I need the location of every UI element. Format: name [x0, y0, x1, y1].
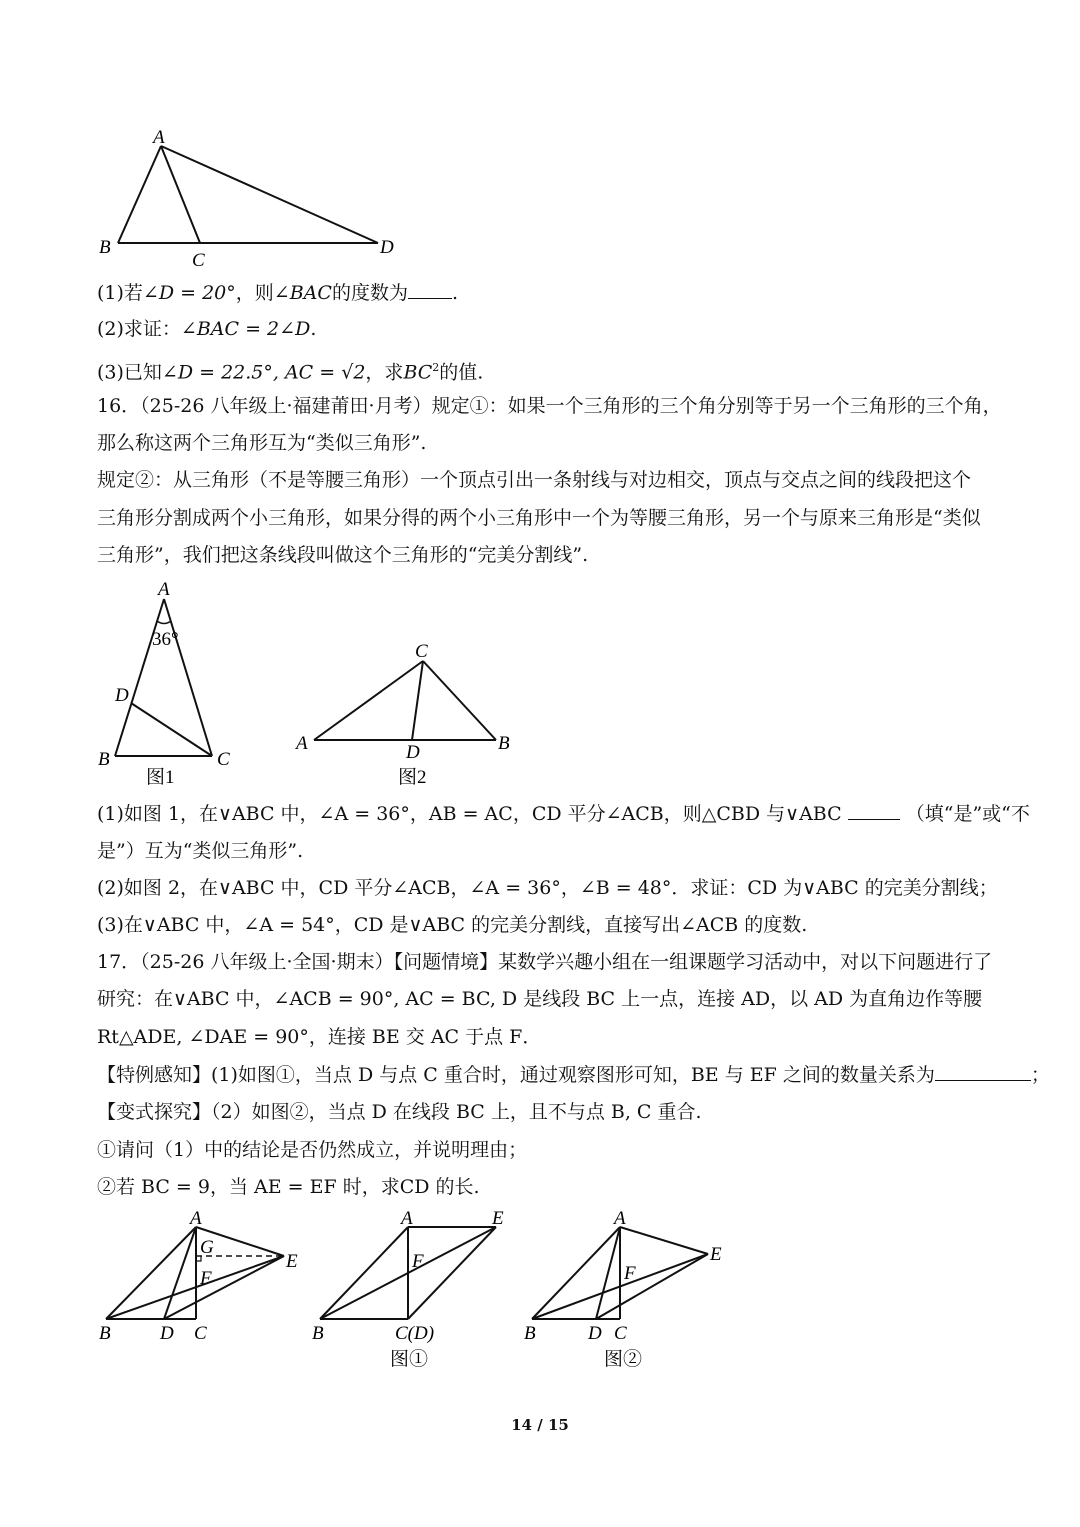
- fig17-caption-2: 图②: [604, 1349, 643, 1370]
- fig17a-label-c: C: [194, 1323, 207, 1344]
- fig17c-label-a: A: [614, 1208, 626, 1229]
- q17-text-line: ②若 BC = 9，当 AE = EF 时，求CD 的长.: [97, 1176, 480, 1198]
- fig1-label-c: C: [217, 749, 230, 770]
- q17-text-line: 【特例感知】(1)如图①，当点 D 与点 C 重合时，通过观察图形可知，BE 与 EF 之间的数量关系为 ；: [97, 1064, 1050, 1086]
- fig17c-label-d: D: [588, 1323, 602, 1344]
- point-label-c: C: [192, 250, 205, 271]
- q16-text-line: 规定②：从三角形（不是等腰三角形）一个顶点引出一条射线与对边相交，顶点与交点之间的线段把这个: [97, 469, 972, 491]
- fig17a-label-f: F: [200, 1268, 212, 1289]
- figure-q16: [90, 575, 530, 790]
- q15-part-1: (1)若∠D = 20°，则∠BAC的度数为 .: [97, 282, 458, 304]
- q17-text-line: 研究：在∨ABC 中，∠ACB = 90°, AC = BC, D 是线段 BC 上一点，连接 AD，以 AD 为直角边作等腰: [97, 988, 983, 1010]
- q16-part-1-cont: 是”）互为“类似三角形”.: [97, 840, 304, 862]
- fig17b-label-f: F: [412, 1251, 424, 1272]
- q15-part-2: (2)求证：∠BAC = 2∠D.: [97, 318, 317, 340]
- fig17b-label-cd: C(D): [395, 1323, 435, 1344]
- fig2-label-d: D: [406, 742, 420, 763]
- fig17c-label-f: F: [624, 1263, 636, 1284]
- fig1-label-d: D: [115, 685, 129, 706]
- fig2-label-c: C: [415, 641, 428, 662]
- answer-blank[interactable]: [935, 1062, 1031, 1081]
- fig17c-label-b: B: [524, 1323, 536, 1344]
- answer-blank[interactable]: [848, 801, 900, 820]
- fig2-label-a: A: [296, 733, 308, 754]
- point-label-b: B: [99, 237, 111, 258]
- fig1-angle-label: 36°: [152, 629, 179, 650]
- fig2-label-b: B: [498, 733, 510, 754]
- fig17c-label-c: C: [614, 1323, 627, 1344]
- fig17a-label-e: E: [286, 1251, 298, 1272]
- q17-text-line: Rt△ADE, ∠DAE = 90°，连接 BE 交 AC 于点 F．: [97, 1026, 542, 1048]
- q16-text-line: 三角形”，我们把这条线段叫做这个三角形的“完美分割线”.: [97, 544, 589, 566]
- fig17b-label-e: E: [492, 1208, 504, 1229]
- fig17a-label-a: A: [190, 1208, 202, 1229]
- fig17a-label-b: B: [99, 1323, 111, 1344]
- page-number: 14 / 15: [511, 1416, 569, 1434]
- q16-part-2: (2)如图 2，在∨ABC 中，CD 平分∠ACB，∠A = 36°，∠B = 48°．求证：CD 为∨ABC 的完美分割线；: [97, 877, 998, 899]
- fig17b-label-b: B: [312, 1323, 324, 1344]
- q15-part-3: (3)已知∠D = 22.5°, AC = √2，求$BC^2$的值.: [97, 361, 484, 384]
- fig1-caption: 图1: [146, 767, 175, 788]
- q16-part-3: (3)在∨ABC 中，∠A = 54°，CD 是∨ABC 的完美分割线，直接写出∠ACB 的度数.: [97, 914, 808, 936]
- fig17a-label-g: G: [200, 1237, 214, 1258]
- answer-blank[interactable]: [408, 280, 452, 299]
- fig1-label-b: B: [98, 749, 110, 770]
- point-label-d: D: [380, 237, 394, 258]
- q17-text-line: 【变式探究】（2）如图②，当点 D 在线段 BC 上，且不与点 B, C 重合.: [97, 1101, 702, 1123]
- fig17b-label-a: A: [401, 1208, 413, 1229]
- q17-text-line: ①请问（1）中的结论是否仍然成立，并说明理由；: [97, 1139, 528, 1161]
- fig17c-label-e: E: [710, 1244, 722, 1265]
- figure-q17: [90, 1205, 750, 1380]
- point-label-a: A: [153, 127, 165, 148]
- q16-text-line: 那么称这两个三角形互为“类似三角形”.: [97, 432, 427, 454]
- q17-text-line: 17．（25-26 八年级上·全国·期末）【问题情境】某数学兴趣小组在一组课题学习活动中，对以下问题进行了: [97, 951, 993, 973]
- fig2-caption: 图2: [398, 767, 427, 788]
- fig17-caption-1: 图①: [390, 1349, 429, 1370]
- fig17a-label-d: D: [160, 1323, 174, 1344]
- figure-q15-triangle: [90, 120, 410, 275]
- fig1-label-a: A: [158, 579, 170, 600]
- q16-part-1: (1)如图 1，在∨ABC 中，∠A = 36°，AB = AC，CD 平分∠ACB，则△CBD 与∨ABC （填“是”或“不: [97, 803, 1030, 825]
- q16-text-line: 16．（25-26 八年级上·福建莆田·月考）规定①：如果一个三角形的三个角分别等于另一个三角形的三个角，: [97, 395, 1002, 417]
- q16-text-line: 三角形分割成两个小三角形，如果分得的两个小三角形中一个为等腰三角形，另一个与原来三角形是“类似: [97, 507, 981, 529]
